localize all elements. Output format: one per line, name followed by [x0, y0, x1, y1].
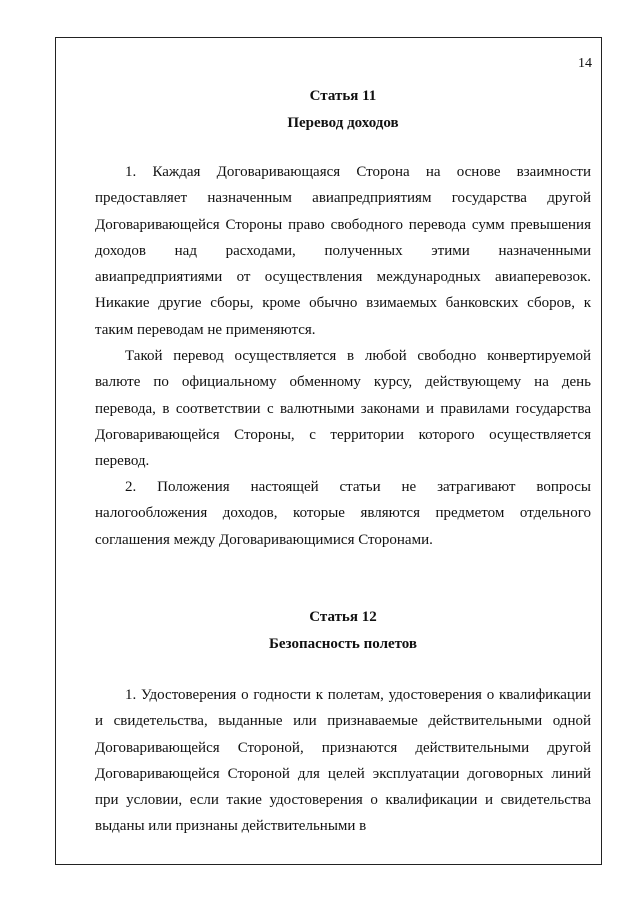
article-12-title: Безопасность полетов — [268, 636, 418, 652]
article-12-paragraph-1: 1. Удостоверения о годности к полетам, удостоверения о квалификации и свидетельства, выданные или признаваемые действительными одной Договаривающейся Стороной, признаются действительными другой Договаривающейся Стороной для целей эксплуатации договорных линий при условии, если такие удостоверения о квалификации и свидетельства выданы или признаны действительными в — [95, 687, 591, 835]
page-number: 14 — [578, 56, 592, 71]
article-11-title: Перевод доходов — [287, 115, 399, 131]
article-11-paragraph-3: 2. Положения настоящей статьи не затрагивают вопросы налогообложения доходов, которые являются предметом отдельного соглашения между Договаривающимися Сторонами. — [95, 479, 591, 548]
article-11-number: Статья 11 — [309, 88, 377, 104]
article-11-paragraph-2: Такой перевод осуществляется в любой свободно конвертируемой валюте по официальному обменному курсу, действующему на день перевода, в соответствии с валютными законами и правилами государства Договаривающейся Стороны, с территории которого осуществляется перевод. — [95, 348, 591, 470]
article-11-paragraph-1: 1. Каждая Договаривающаяся Сторона на основе взаимности предоставляет назначенным авиапредприятиям государства другой Договаривающейся Стороны право свободного перевода сумм превышения доходов над расходами, полученных этими назначенными авиапредприятиями от осуществления международных авиаперевозок. Никакие другие сборы, кроме обычно взимаемых банковских сборов, к таким переводам не применяются. — [95, 164, 591, 338]
article-12-number: Статья 12 — [309, 609, 377, 625]
